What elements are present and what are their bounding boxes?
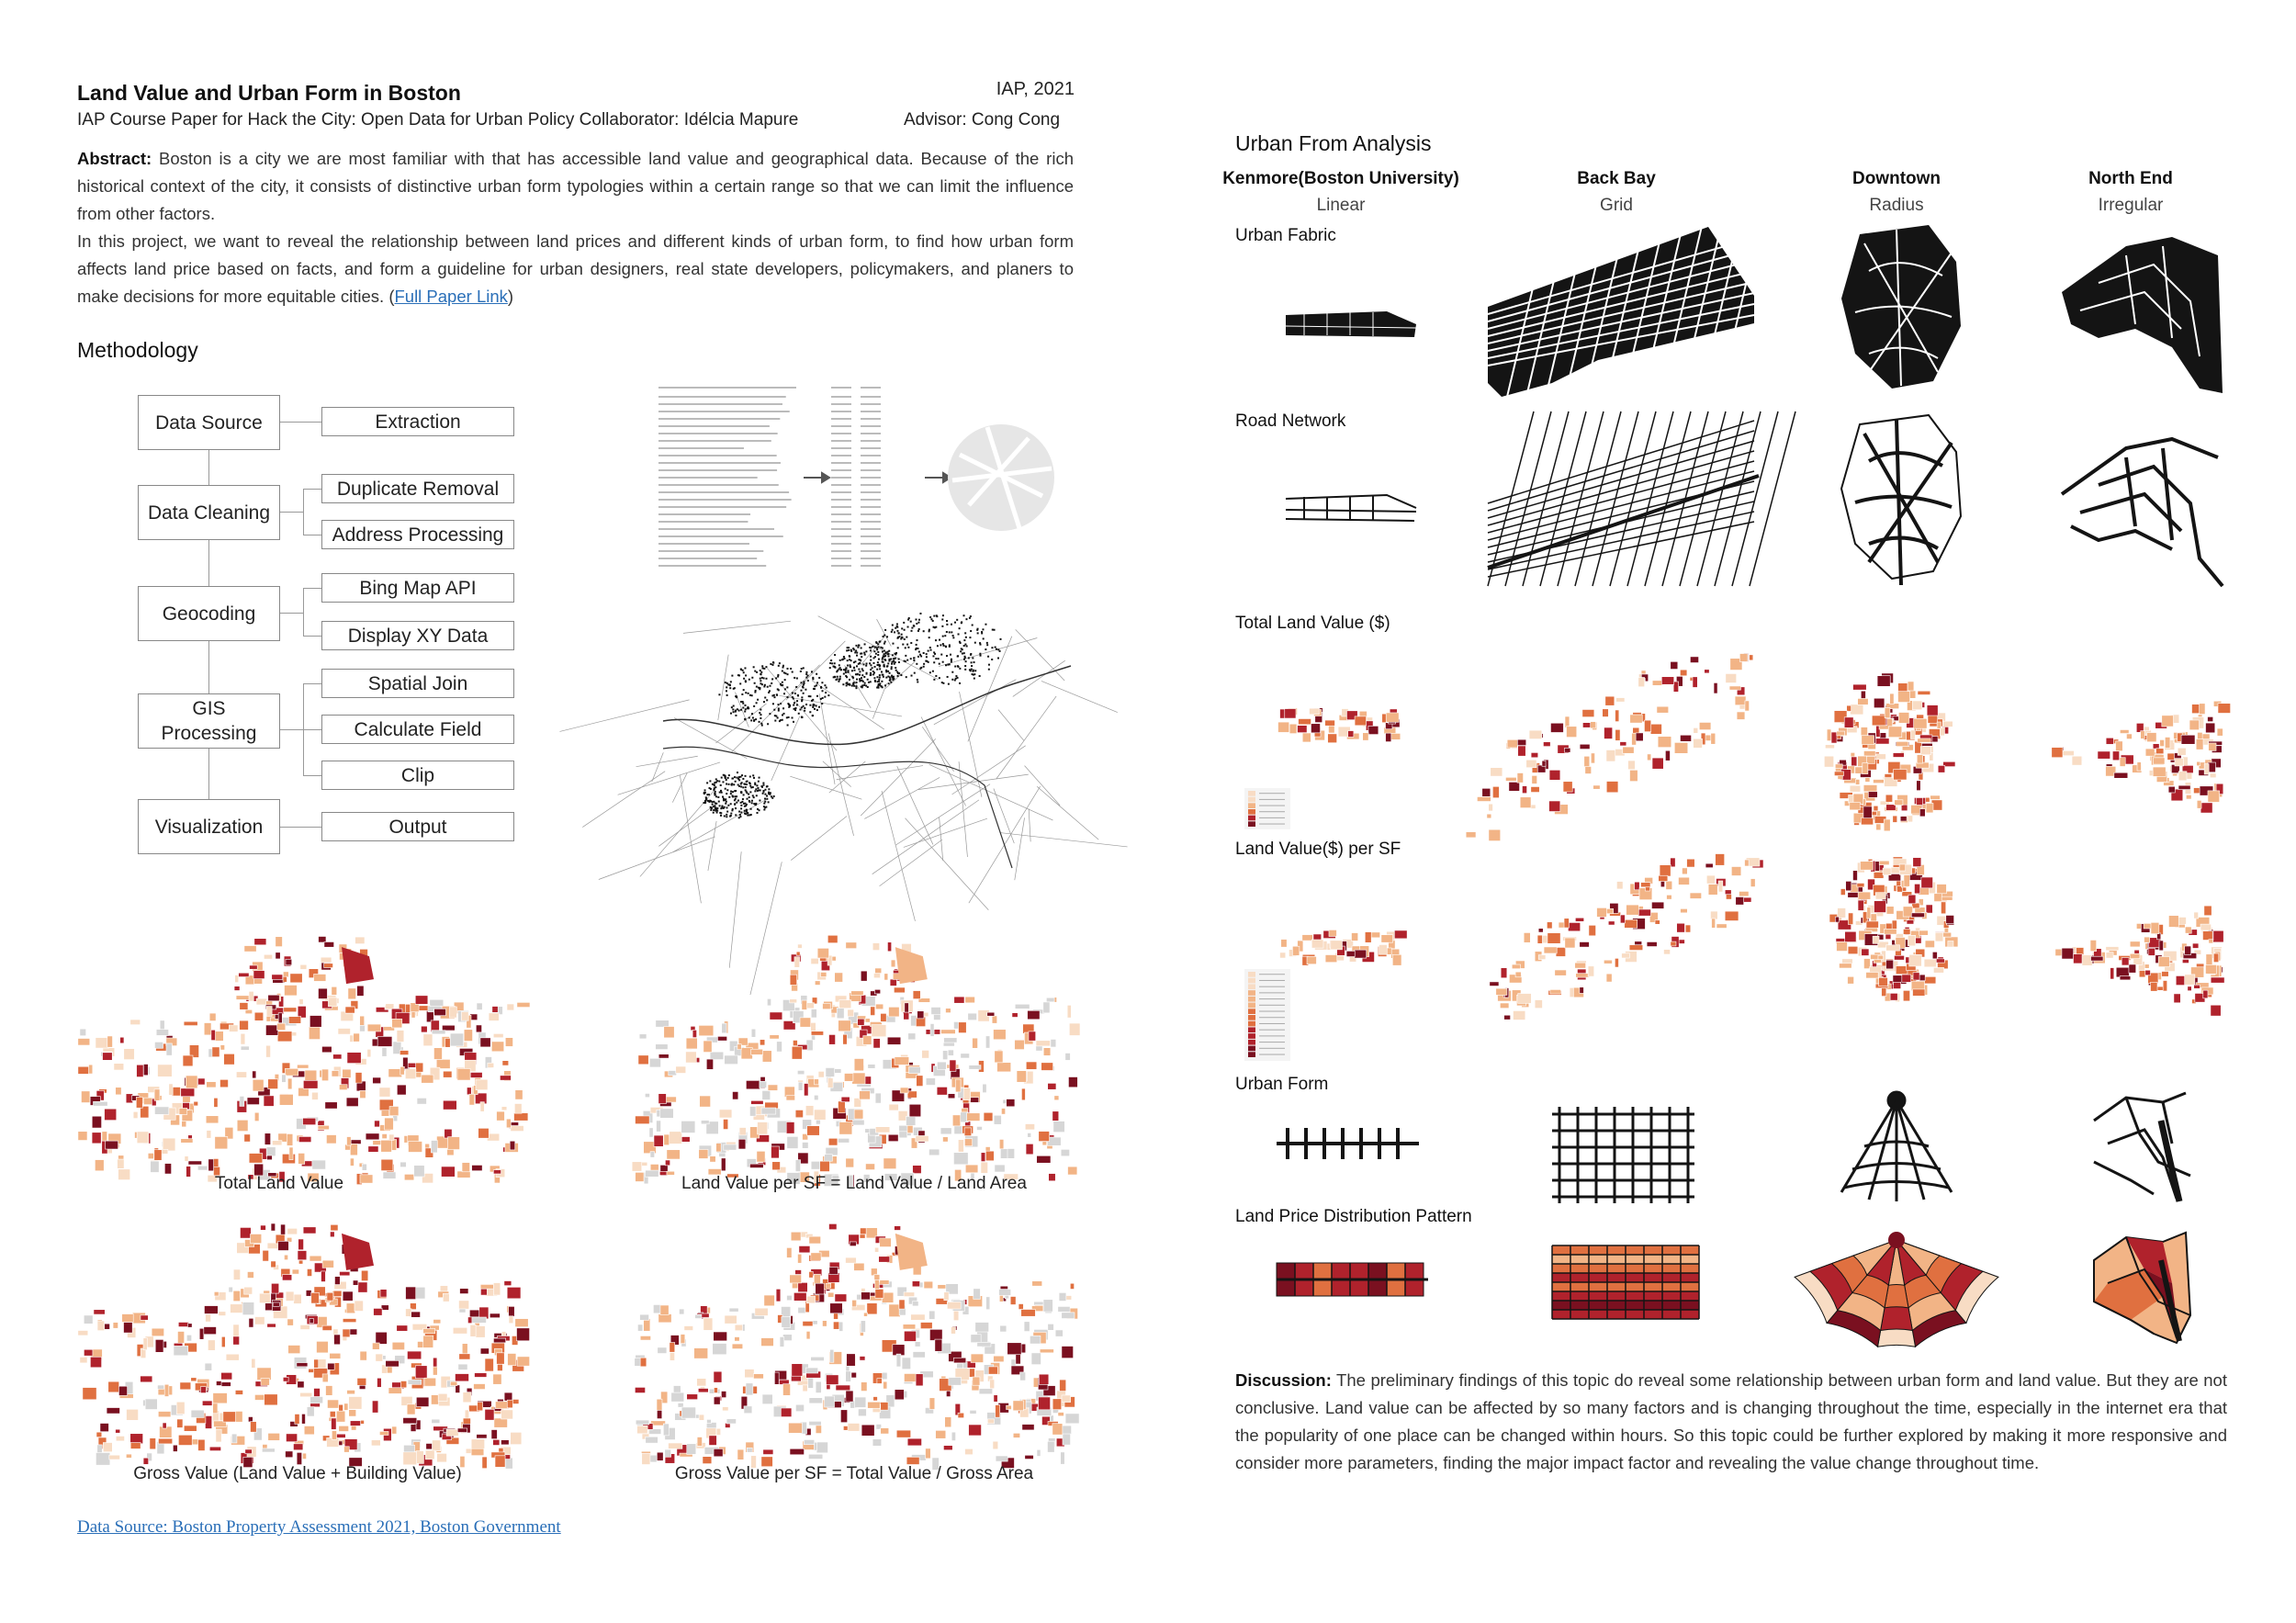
col-north-end: North End (2088, 169, 2173, 188)
step-geocoding: Geocoding (138, 586, 280, 641)
row-urban-fabric: Urban Fabric (1235, 226, 1336, 245)
col-downtown: Downtown (1851, 169, 1941, 188)
discussion-label: Discussion: (1235, 1370, 1332, 1390)
abstract-paragraph-1 (77, 145, 1074, 228)
connector (280, 827, 321, 828)
connector (303, 588, 321, 589)
geocoded-points-circle-icon (948, 424, 1054, 531)
col-back-bay: Back Bay (1577, 169, 1656, 188)
advisor-label: Advisor: Cong Cong (904, 110, 1061, 130)
methodology-title: Methodology (77, 338, 198, 362)
substep-bing-map-api: Bing Map API (321, 573, 514, 603)
per-sf-kenmore (1277, 930, 1396, 957)
caption-land-value-per-sf: Land Value per SF = Land Value / Land Area (681, 1174, 1027, 1193)
form-linear-icon (1277, 1121, 1419, 1167)
road-kenmore (1286, 491, 1419, 528)
col-downtown-type: Radius (1869, 196, 1924, 215)
substep-display-xy-data: Display XY Data (321, 621, 514, 650)
land-value-downtown (1823, 671, 1947, 827)
form-radius-icon (1837, 1091, 1956, 1201)
connector (280, 512, 303, 513)
per-sf-back-bay (1488, 850, 1754, 1020)
map-total-land-value (77, 935, 518, 1176)
row-road-network: Road Network (1235, 411, 1346, 431)
boston-address-points-map (663, 611, 1071, 868)
fabric-north-end (2062, 237, 2223, 393)
per-sf-downtown (1828, 850, 1952, 997)
fabric-downtown (1841, 225, 1961, 390)
pattern-linear (1277, 1263, 1428, 1298)
subtitle (77, 110, 1061, 130)
step-data-cleaning: Data Cleaning (138, 485, 280, 540)
land-value-kenmore (1277, 707, 1396, 735)
substep-address-processing: Address Processing (321, 520, 514, 549)
land-value-north-end (2043, 680, 2218, 817)
row-land-price-pattern: Land Price Distribution Pattern (1235, 1207, 1472, 1226)
substep-output: Output (321, 812, 514, 841)
col-kenmore-type: Linear (1316, 196, 1366, 215)
connector (303, 683, 321, 684)
connector (303, 588, 304, 636)
legend-per-sf (1244, 969, 1290, 1061)
col-back-bay-type: Grid (1600, 196, 1633, 215)
map-gross-value (77, 1222, 518, 1459)
map-gross-value-per-sf (632, 1222, 1071, 1459)
course-line: IAP Course Paper for Hack the City: Open Data for Urban Policy Collaborator: Idélcia Mapure (77, 110, 799, 130)
map-land-value-per-sf (632, 935, 1071, 1176)
connector (280, 613, 303, 614)
step-visualization: Visualization (138, 799, 280, 854)
year-label: IAP, 2021 (996, 79, 1075, 99)
connector (303, 775, 321, 776)
substep-duplicate-removal: Duplicate Removal (321, 474, 514, 503)
substep-spatial-join: Spatial Join (321, 669, 514, 698)
connector (280, 422, 321, 423)
abstract-paragraph-2 (77, 228, 1074, 310)
data-source-link[interactable] (77, 1517, 561, 1538)
step-data-source: Data Source (138, 395, 280, 450)
fabric-back-bay (1488, 222, 1754, 397)
connector (303, 636, 321, 637)
full-paper-link[interactable]: Full Paper Link (394, 287, 508, 306)
abstract-label: Abstract: (77, 149, 152, 168)
road-downtown (1841, 415, 1965, 590)
caption-gross-value: Gross Value (Land Value + Building Value) (133, 1464, 462, 1483)
form-irregular-icon (2089, 1093, 2209, 1203)
discussion-text: The preliminary findings of this topic do reveal some relationship between urban form and land value. But they are not conclusive. Land value can be affected by so many factors and is changing throughout the time, especially in the internet era that the popularity of one place can be changed within hours. So this topic could be further explored by making it more responsive and consider more parameters, finding the major impact factor and revealing the value change throughout time. (1235, 1370, 2227, 1472)
step-gis-processing: GIS Processing (138, 693, 280, 749)
caption-total-land-value: Total Land Value (214, 1174, 344, 1193)
connector (303, 489, 304, 535)
pattern-irregular (2089, 1233, 2209, 1347)
abstract-text-2: In this project, we want to reveal the relationship between land prices and different kinds of urban form, to find how urban form affects land price based on facts, and form a guideline for urban designers, real state developers, policymakers, and planers to make decisions for more equitable cities. ( (77, 231, 1074, 306)
connector (280, 729, 303, 730)
road-back-bay (1488, 411, 1759, 586)
legend-total-land-value (1244, 788, 1290, 829)
road-north-end (2062, 439, 2223, 586)
abstract-text-1: Boston is a city we are most familiar with that has accessible land value and geographical data. Because of the rich historical context of the city, it consists of distinctive urban form typologies within a certain range so that we can limit the influence from other factors. (77, 149, 1074, 223)
row-urban-form: Urban Form (1235, 1075, 1329, 1094)
form-grid-icon (1552, 1107, 1694, 1203)
data-source-anchor[interactable]: Data Source: Boston Property Assessment 2021, Boston Government (77, 1517, 561, 1537)
connector (303, 729, 321, 730)
substep-clip: Clip (321, 761, 514, 790)
substep-calculate-field: Calculate Field (321, 715, 514, 744)
connector (303, 489, 321, 490)
row-total-land-value: Total Land Value ($) (1235, 614, 1390, 633)
geocoded-table-illustration (657, 381, 1079, 579)
abstract (77, 145, 1074, 310)
pattern-grid (1552, 1245, 1699, 1319)
caption-gross-value-per-sf: Gross Value per SF = Total Value / Gross Area (674, 1464, 1034, 1483)
per-sf-north-end (2043, 882, 2218, 1020)
analysis-title: Urban From Analysis (1235, 131, 1432, 155)
col-north-end-type: Irregular (2098, 196, 2164, 215)
row-land-value-per-sf: Land Value($) per SF (1235, 840, 1401, 859)
abstract-close: ) (507, 287, 514, 306)
col-kenmore: Kenmore(Boston University) (1222, 169, 1459, 188)
page-title: Land Value and Urban Form in Boston (77, 81, 461, 105)
land-value-back-bay (1465, 652, 1750, 836)
fabric-kenmore (1286, 308, 1419, 344)
discussion (1235, 1367, 2227, 1477)
substep-extraction: Extraction (321, 407, 514, 436)
pattern-radius (1837, 1231, 1956, 1341)
